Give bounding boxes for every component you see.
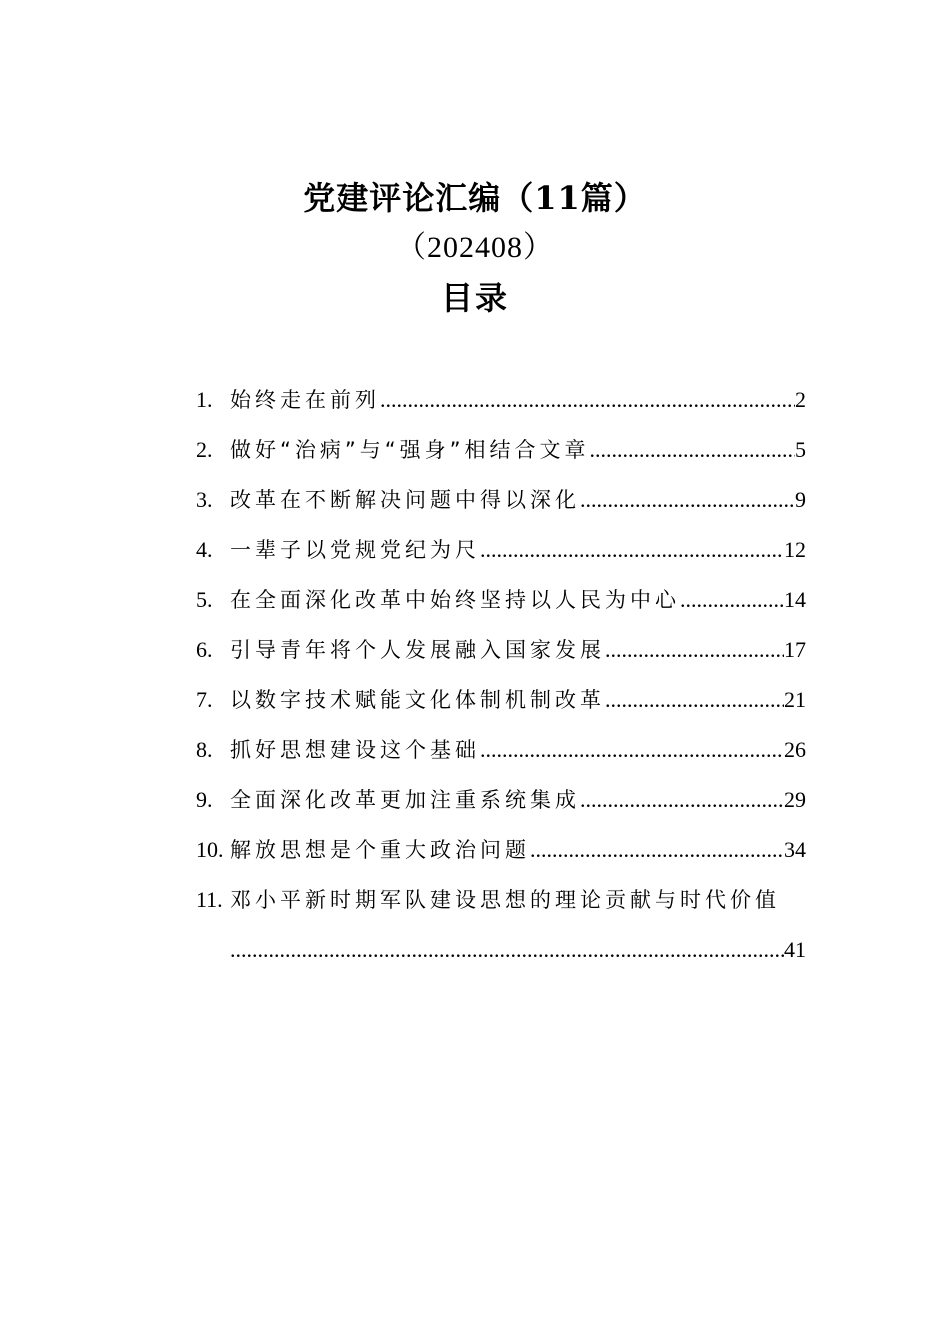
toc-entry-page: 5 [795,437,806,462]
toc-leader-dots [590,430,795,470]
toc-entry-page: 34 [784,837,806,862]
toc-entry-number: 2. [196,437,213,462]
toc-entry-number: 5. [196,587,213,612]
toc-entry[interactable] [196,380,806,430]
toc-entry-line [196,880,806,930]
toc-entry-number: 7. [196,687,213,712]
toc-leader-dots [230,930,784,970]
toc-entry-title: 做好“治病”与“强身”相结合文章 [230,438,590,462]
toc-entry-title: 在全面深化改革中始终坚持以人民为中心 [230,588,680,612]
toc-leader-dots [530,830,784,870]
toc-entry-title: 改革在不断解决问题中得以深化 [230,488,580,512]
toc-entry-title: 解放思想是个重大政治问题 [230,838,530,862]
toc-entry-number: 8. [196,737,213,762]
toc-leader-dots [605,680,784,720]
toc-entry-page: 21 [784,687,806,712]
toc-entry-number: 9. [196,787,213,812]
toc-entry-page: 29 [784,787,806,812]
title-block [0,172,950,324]
toc-entry[interactable] [196,880,806,980]
toc-entry-title: 以数字技术赋能文化体制机制改革 [230,688,605,712]
toc-entry-title: 一辈子以党规党纪为尺 [230,538,480,562]
toc-entry-number: 4. [196,537,213,562]
toc-entry-number: 10. [196,837,224,862]
toc-entry-number: 11. [196,887,223,912]
toc-entry[interactable] [196,530,806,580]
toc-entry-page: 26 [784,737,806,762]
toc-leader-dots [605,630,784,670]
toc-entry-title: 抓好思想建设这个基础 [230,738,480,762]
toc-leader-dots [680,580,784,620]
toc-entry[interactable] [196,680,806,730]
toc-entry-page: 2 [795,387,806,412]
toc-entry-number: 3. [196,487,213,512]
toc-entry[interactable] [196,580,806,630]
toc-entry-title: 邓小平新时期军队建设思想的理论贡献与时代价值 [230,888,780,912]
toc-entry-page: 9 [795,487,806,512]
toc-entry-title: 始终走在前列 [230,388,380,412]
toc-entry[interactable] [196,780,806,830]
toc-entry[interactable] [196,830,806,880]
toc-leader-dots [480,730,784,770]
toc-entry-page: 17 [784,637,806,662]
document-title: 党建评论汇编（11篇） [303,179,647,217]
document-subtitle: （202408） [396,231,554,264]
toc-leader-dots [380,380,795,420]
toc-entry[interactable] [196,730,806,780]
toc-entry-line [196,930,806,980]
toc-entry[interactable] [196,480,806,530]
toc-entry-page: 12 [784,537,806,562]
toc-entry[interactable] [196,430,806,480]
toc-entry-title: 引导青年将个人发展融入国家发展 [230,638,605,662]
toc-leader-dots [480,530,784,570]
toc-heading: 目录 [440,279,509,317]
toc-leader-dots [580,480,795,520]
table-of-contents [196,380,806,980]
toc-entry-title: 全面深化改革更加注重系统集成 [230,788,580,812]
toc-leader-dots [580,780,784,820]
toc-entry-page: 14 [784,587,806,612]
toc-entry-number: 1. [196,387,213,412]
toc-entry-number: 6. [196,637,213,662]
toc-entry[interactable] [196,630,806,680]
toc-entry-page: 41 [784,937,806,962]
